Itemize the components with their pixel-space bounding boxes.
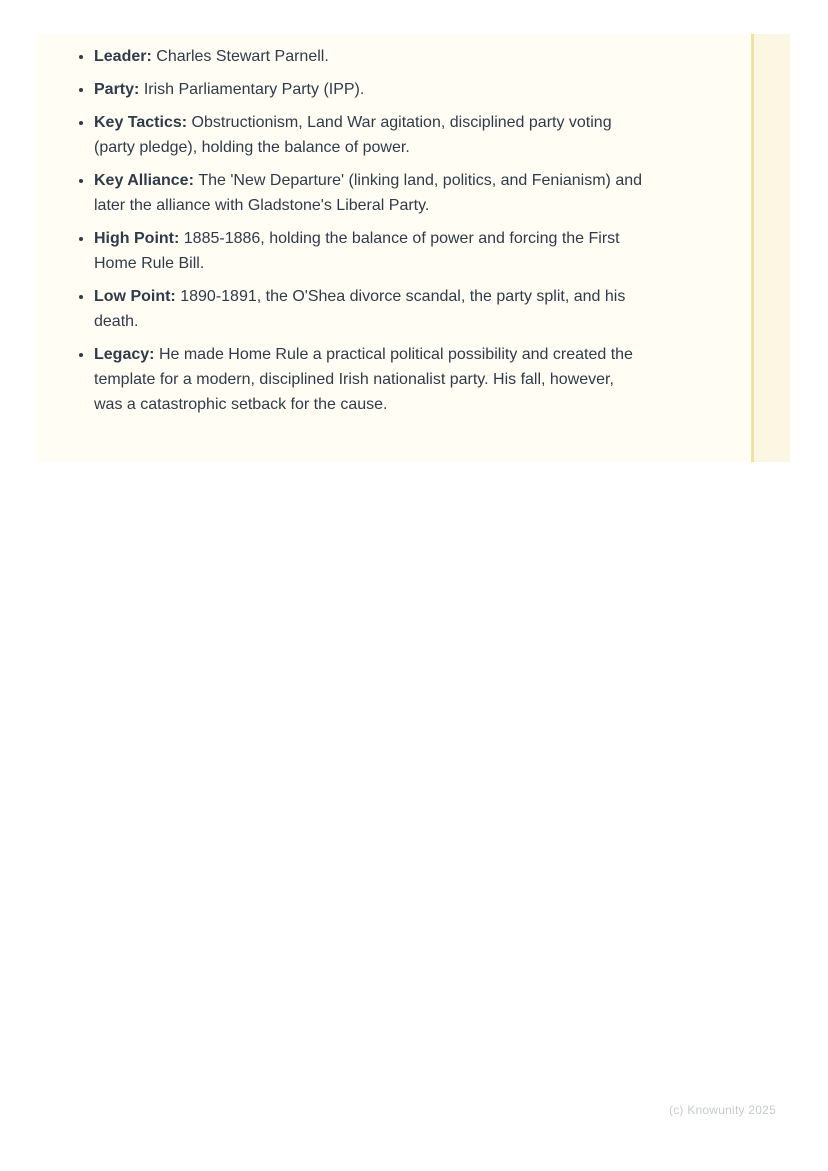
fact-text: Obstructionism, Land War agitation, disciplined party voting (party pledge), holding the balance of power. (94, 114, 612, 156)
fact-label: Leader: (94, 48, 152, 65)
fact-text: Irish Parliamentary Party (IPP). (143, 81, 365, 98)
fact-label: Party: (94, 81, 140, 98)
fact-label: Key Alliance: (94, 172, 194, 189)
fact-text: Charles Stewart Parnell. (156, 48, 329, 65)
fact-item-key-tactics (94, 110, 646, 160)
fact-item-legacy (94, 342, 646, 417)
fact-text: The 'New Departure' (linking land, politics, and Fenianism) and later the alliance with Gladstone's Liberal Party. (94, 172, 643, 214)
fact-label: Legacy: (94, 346, 155, 363)
fact-label: Low Point: (94, 288, 176, 305)
fact-item-key-alliance (94, 168, 646, 218)
fact-text: He made Home Rule a practical political possibility and created the template for a modern, disciplined Irish nationalist party. His fall, however, was a catastrophic setback for the cause. (94, 346, 633, 413)
fact-label: High Point: (94, 230, 180, 247)
fact-item-leader (94, 44, 646, 69)
card-accent-strip (751, 34, 790, 462)
fact-text: 1885-1886, holding the balance of power and forcing the First Home Rule Bill. (94, 230, 620, 272)
fact-item-party (94, 77, 646, 102)
study-note-card (36, 34, 790, 462)
fact-item-low-point (94, 284, 646, 334)
fact-text: 1890-1891, the O'Shea divorce scandal, the party split, and his death. (94, 288, 626, 330)
fact-item-high-point (94, 226, 646, 276)
fact-list (36, 34, 790, 462)
copyright-footer: (c) Knowunity 2025 (668, 1103, 776, 1117)
fact-label: Key Tactics: (94, 114, 188, 131)
